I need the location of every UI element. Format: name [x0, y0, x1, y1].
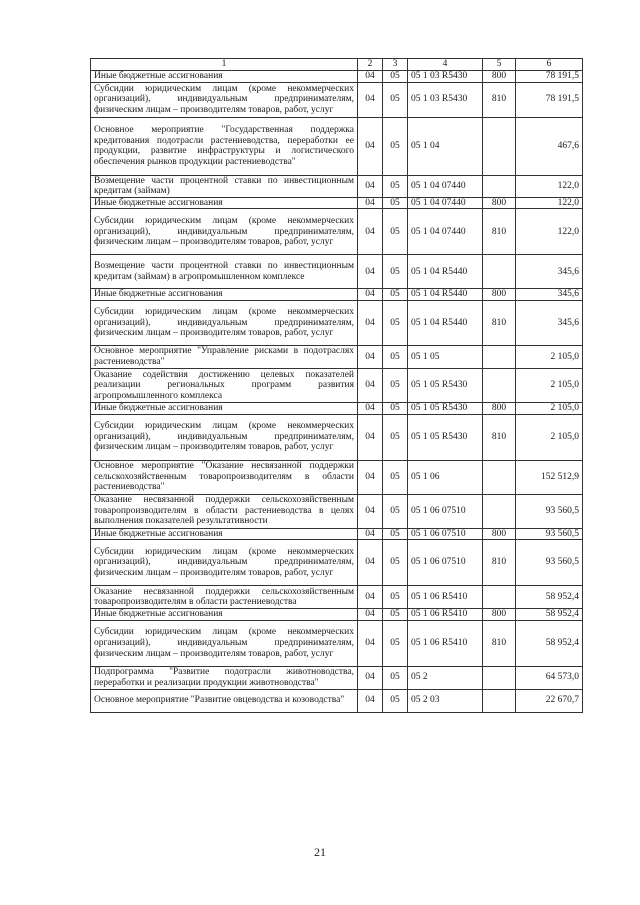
row-target-code: 05 1 06 07510 — [408, 494, 483, 528]
row-amount: 93 560,5 — [516, 540, 583, 586]
row-target-code: 05 1 04 — [408, 117, 483, 175]
row-amount: 122,0 — [516, 175, 583, 197]
table-row — [91, 494, 583, 528]
table-header-row — [91, 59, 583, 71]
row-section: 04 — [358, 666, 383, 689]
row-expense-type — [483, 345, 516, 368]
row-expense-type: 800 — [483, 528, 516, 540]
row-description: Основное мероприятие "Государственная поддержка кредитования подотрасли растениеводства, переработки ее продукции, развитие инфраструктуры и логистического обеспечения рынков продукции растениеводства" — [91, 117, 358, 175]
table-row — [91, 586, 583, 609]
row-expense-type: 810 — [483, 209, 516, 255]
row-subsection: 05 — [383, 666, 408, 689]
row-target-code: 05 1 03 R5430 — [408, 71, 483, 83]
row-subsection: 05 — [383, 689, 408, 712]
row-subsection: 05 — [383, 368, 408, 402]
row-subsection: 05 — [383, 402, 408, 414]
row-expense-type: 810 — [483, 620, 516, 666]
row-expense-type — [483, 666, 516, 689]
row-target-code: 05 1 06 07510 — [408, 540, 483, 586]
row-description: Возмещение части процентной ставки по инвестиционным кредитам (займам) — [91, 175, 358, 197]
row-section: 04 — [358, 82, 383, 117]
row-target-code: 05 1 04 R5440 — [408, 300, 483, 345]
table-row — [91, 209, 583, 255]
row-section: 04 — [358, 368, 383, 402]
page-number: 21 — [314, 845, 326, 859]
row-section: 04 — [358, 460, 383, 494]
header-col-4: 4 — [408, 59, 483, 71]
row-target-code: 05 1 05 R5430 — [408, 402, 483, 414]
row-target-code: 05 1 06 R5410 — [408, 620, 483, 666]
row-target-code: 05 1 05 R5430 — [408, 414, 483, 460]
row-description: Иные бюджетные ассигнования — [91, 197, 358, 209]
row-subsection: 05 — [383, 460, 408, 494]
row-target-code: 05 1 05 R5430 — [408, 368, 483, 402]
row-description: Основное мероприятие "Оказание несвязанной поддержки сельскохозяйственным товаропроизводителям в области растениеводства" — [91, 460, 358, 494]
table-row — [91, 345, 583, 368]
row-expense-type: 800 — [483, 71, 516, 83]
row-section: 04 — [358, 300, 383, 345]
header-col-2: 2 — [358, 59, 383, 71]
row-expense-type — [483, 255, 516, 289]
row-amount: 93 560,5 — [516, 528, 583, 540]
row-description: Субсидии юридическим лицам (кроме некоммерческих организаций), индивидуальным предпринимателям, физическим лицам – производителям товаров, работ, услуг — [91, 82, 358, 117]
row-description: Иные бюджетные ассигнования — [91, 609, 358, 621]
table-row — [91, 620, 583, 666]
table-row — [91, 289, 583, 301]
row-target-code: 05 1 06 — [408, 460, 483, 494]
row-subsection: 05 — [383, 209, 408, 255]
row-section: 04 — [358, 209, 383, 255]
row-amount: 345,6 — [516, 300, 583, 345]
row-section: 04 — [358, 528, 383, 540]
row-target-code: 05 1 04 07440 — [408, 175, 483, 197]
row-target-code: 05 1 04 07440 — [408, 197, 483, 209]
table-row — [91, 82, 583, 117]
row-subsection: 05 — [383, 71, 408, 83]
table-row — [91, 71, 583, 83]
row-section: 04 — [358, 197, 383, 209]
row-expense-type — [483, 689, 516, 712]
table-row — [91, 197, 583, 209]
row-subsection: 05 — [383, 117, 408, 175]
row-expense-type: 810 — [483, 82, 516, 117]
row-description: Основное мероприятие "Развитие овцеводства и козоводства" — [91, 689, 358, 712]
row-description: Субсидии юридическим лицам (кроме некоммерческих организаций), индивидуальным предпринимателям, физическим лицам – производителям товаров, работ, услуг — [91, 209, 358, 255]
row-description: Субсидии юридическим лицам (кроме некоммерческих организаций), индивидуальным предпринимателям, физическим лицам – производителям товаров, работ, услуг — [91, 540, 358, 586]
table-row — [91, 175, 583, 197]
row-section: 04 — [358, 255, 383, 289]
row-expense-type — [483, 368, 516, 402]
row-expense-type: 810 — [483, 300, 516, 345]
row-section: 04 — [358, 345, 383, 368]
row-target-code: 05 1 04 R5440 — [408, 255, 483, 289]
table-row — [91, 528, 583, 540]
header-col-1: 1 — [91, 59, 358, 71]
row-subsection: 05 — [383, 620, 408, 666]
row-section: 04 — [358, 689, 383, 712]
table-row — [91, 609, 583, 621]
row-subsection: 05 — [383, 528, 408, 540]
row-subsection: 05 — [383, 300, 408, 345]
row-amount: 345,6 — [516, 255, 583, 289]
row-expense-type: 810 — [483, 540, 516, 586]
row-target-code: 05 1 04 07440 — [408, 209, 483, 255]
table-row — [91, 117, 583, 175]
row-expense-type — [483, 586, 516, 609]
row-amount: 467,6 — [516, 117, 583, 175]
row-amount: 58 952,4 — [516, 620, 583, 666]
budget-table — [90, 58, 583, 713]
row-amount: 22 670,7 — [516, 689, 583, 712]
row-target-code: 05 1 04 R5440 — [408, 289, 483, 301]
row-amount: 93 560,5 — [516, 494, 583, 528]
table-row — [91, 255, 583, 289]
row-amount: 2 105,0 — [516, 402, 583, 414]
row-description: Субсидии юридическим лицам (кроме некоммерческих организаций), индивидуальным предпринимателям, физическим лицам – производителям товаров, работ, услуг — [91, 620, 358, 666]
row-target-code: 05 2 03 — [408, 689, 483, 712]
row-subsection: 05 — [383, 289, 408, 301]
table-row — [91, 402, 583, 414]
row-subsection: 05 — [383, 175, 408, 197]
row-subsection: 05 — [383, 255, 408, 289]
row-amount: 58 952,4 — [516, 609, 583, 621]
row-subsection: 05 — [383, 609, 408, 621]
table-row — [91, 300, 583, 345]
row-amount: 122,0 — [516, 197, 583, 209]
row-target-code: 05 1 03 R5430 — [408, 82, 483, 117]
header-col-3: 3 — [383, 59, 408, 71]
row-description: Оказание несвязанной поддержки сельскохозяйственным товаропроизводителям в области растениеводства — [91, 586, 358, 609]
row-description: Оказание несвязанной поддержки сельскохозяйственным товаропроизводителям в области растениеводства в целях выполнения показателей результативности — [91, 494, 358, 528]
row-section: 04 — [358, 494, 383, 528]
row-subsection: 05 — [383, 197, 408, 209]
row-section: 04 — [358, 71, 383, 83]
row-description: Подпрограмма "Развитие подотрасли животноводства, переработки и реализации продукции животноводства" — [91, 666, 358, 689]
row-subsection: 05 — [383, 494, 408, 528]
row-expense-type — [483, 494, 516, 528]
row-amount: 122,0 — [516, 209, 583, 255]
row-section: 04 — [358, 414, 383, 460]
table-row — [91, 540, 583, 586]
row-section: 04 — [358, 117, 383, 175]
table-row — [91, 368, 583, 402]
row-description: Оказание содействия достижению целевых показателей реализации региональных программ развития агропромышленного комплекса — [91, 368, 358, 402]
row-expense-type — [483, 117, 516, 175]
row-target-code: 05 1 06 R5410 — [408, 586, 483, 609]
row-amount: 2 105,0 — [516, 345, 583, 368]
row-description: Иные бюджетные ассигнования — [91, 71, 358, 83]
row-section: 04 — [358, 175, 383, 197]
header-col-6: 6 — [516, 59, 583, 71]
table-body — [91, 71, 583, 713]
row-expense-type: 810 — [483, 414, 516, 460]
row-description: Основное мероприятие "Управление рисками в подотраслях растениеводства" — [91, 345, 358, 368]
row-amount: 2 105,0 — [516, 368, 583, 402]
row-description: Иные бюджетные ассигнования — [91, 402, 358, 414]
table-row — [91, 689, 583, 712]
row-description: Иные бюджетные ассигнования — [91, 528, 358, 540]
row-amount: 345,6 — [516, 289, 583, 301]
row-section: 04 — [358, 609, 383, 621]
row-description: Субсидии юридическим лицам (кроме некоммерческих организаций), индивидуальным предпринимателям, физическим лицам – производителям товаров, работ, услуг — [91, 300, 358, 345]
row-subsection: 05 — [383, 586, 408, 609]
table-row — [91, 460, 583, 494]
row-subsection: 05 — [383, 82, 408, 117]
row-amount: 2 105,0 — [516, 414, 583, 460]
row-amount: 152 512,9 — [516, 460, 583, 494]
row-section: 04 — [358, 540, 383, 586]
row-subsection: 05 — [383, 540, 408, 586]
row-amount: 78 191,5 — [516, 71, 583, 83]
row-section: 04 — [358, 289, 383, 301]
row-section: 04 — [358, 620, 383, 666]
row-expense-type: 800 — [483, 609, 516, 621]
row-amount: 64 573,0 — [516, 666, 583, 689]
row-description: Иные бюджетные ассигнования — [91, 289, 358, 301]
table-row — [91, 414, 583, 460]
row-target-code: 05 2 — [408, 666, 483, 689]
row-subsection: 05 — [383, 414, 408, 460]
row-description: Субсидии юридическим лицам (кроме некоммерческих организаций), индивидуальным предпринимателям, физическим лицам – производителям товаров, работ, услуг — [91, 414, 358, 460]
row-expense-type — [483, 460, 516, 494]
row-expense-type — [483, 175, 516, 197]
row-expense-type: 800 — [483, 197, 516, 209]
table-row — [91, 666, 583, 689]
row-description: Возмещение части процентной ставки по инвестиционным кредитам (займам) в агропромышленном комплексе — [91, 255, 358, 289]
row-section: 04 — [358, 402, 383, 414]
row-target-code: 05 1 05 — [408, 345, 483, 368]
row-subsection: 05 — [383, 345, 408, 368]
row-target-code: 05 1 06 07510 — [408, 528, 483, 540]
row-amount: 58 952,4 — [516, 586, 583, 609]
row-section: 04 — [358, 586, 383, 609]
row-expense-type: 800 — [483, 289, 516, 301]
header-col-5: 5 — [483, 59, 516, 71]
row-amount: 78 191,5 — [516, 82, 583, 117]
row-target-code: 05 1 06 R5410 — [408, 609, 483, 621]
row-expense-type: 800 — [483, 402, 516, 414]
